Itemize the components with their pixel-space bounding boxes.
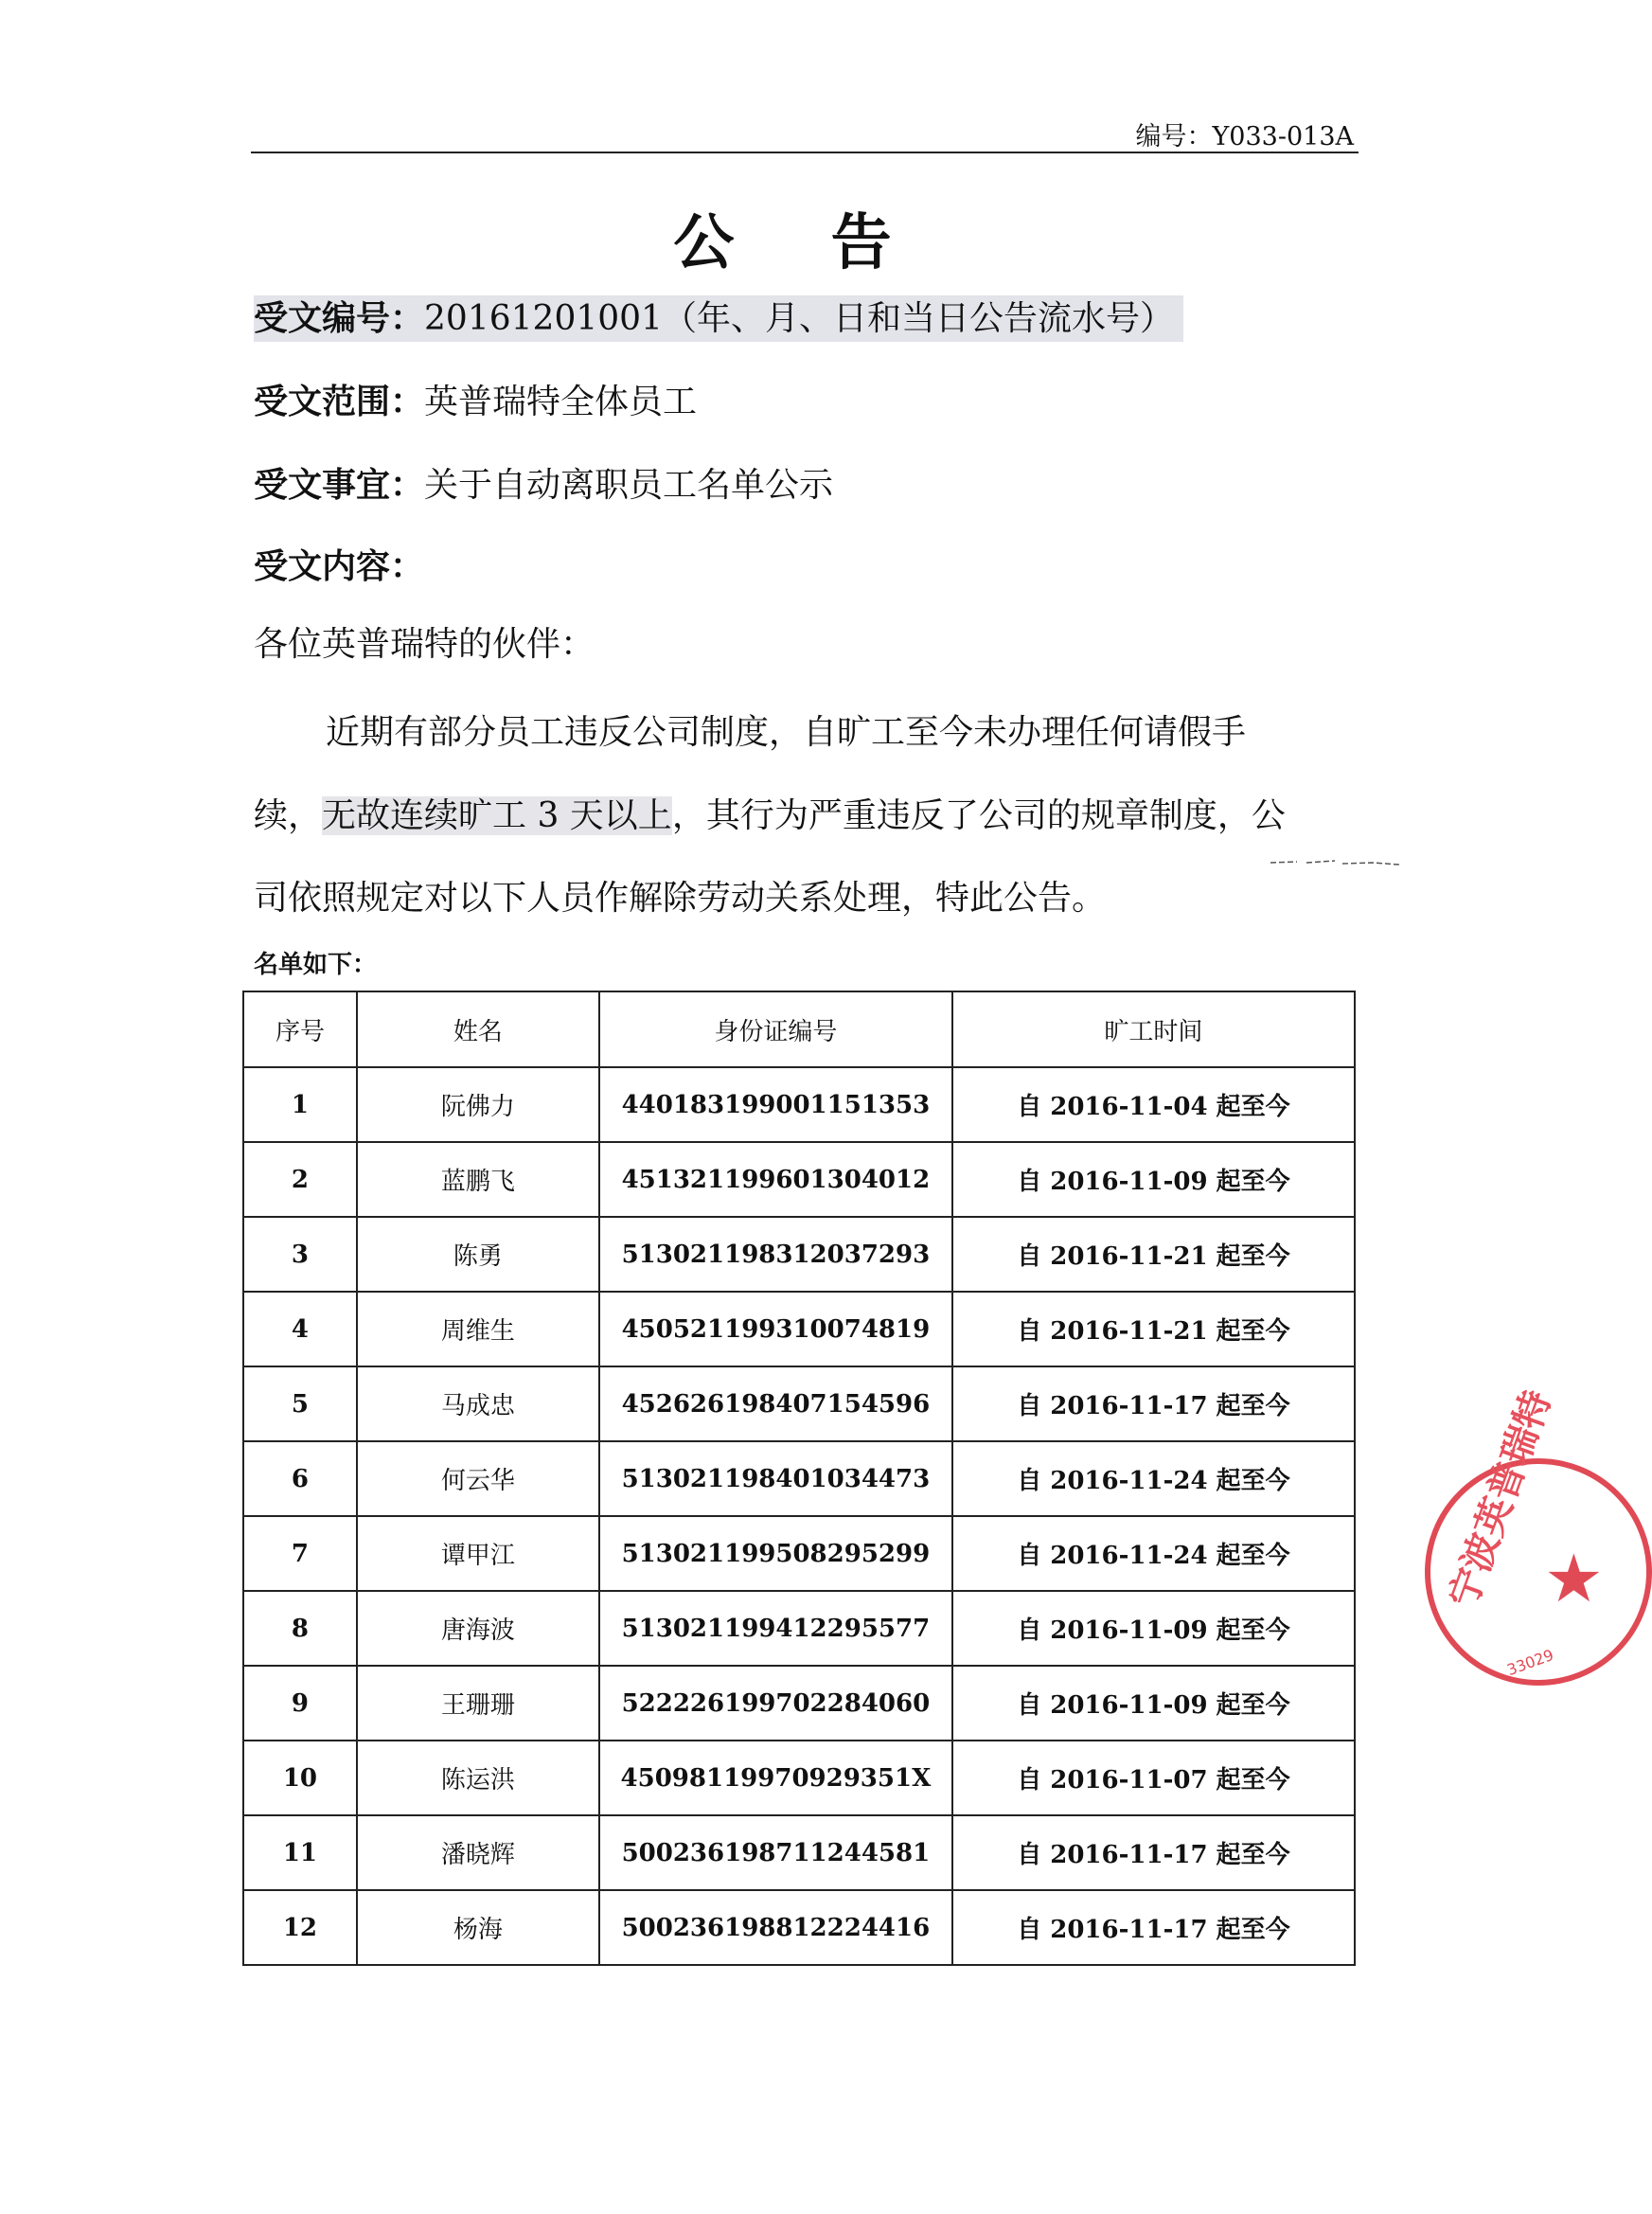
cell-name: 唐海波 xyxy=(357,1591,599,1666)
table-row xyxy=(243,1441,1355,1516)
doc-no-label: 受文编号： xyxy=(254,298,425,338)
doc-no-value: 20161201001（年、月、日和当日公告流水号） xyxy=(424,299,1174,338)
cell-name: 马成忠 xyxy=(357,1366,599,1441)
cell-index: 6 xyxy=(243,1441,357,1516)
cell-id-number: 513021198401034473 xyxy=(599,1441,952,1516)
table-row xyxy=(243,1591,1355,1666)
paragraph-line-1: 近期有部分员工违反公司制度，自旷工至今未办理任何请假手 xyxy=(326,713,1247,752)
cell-id-number: 500236198711244581 xyxy=(599,1815,952,1890)
header-name: 姓名 xyxy=(357,991,599,1067)
cell-absence-period: 自 2016-11-07 起至今 xyxy=(952,1741,1355,1815)
table-row xyxy=(243,1815,1355,1890)
cell-name: 蓝鹏飞 xyxy=(357,1142,599,1217)
paragraph-line-2-start: 续， xyxy=(254,796,323,835)
cell-name: 何云华 xyxy=(357,1441,599,1516)
table-row xyxy=(243,1516,1355,1591)
cell-absence-period: 自 2016-11-17 起至今 xyxy=(952,1815,1355,1890)
cell-name: 杨海 xyxy=(357,1890,599,1965)
matter-label: 受文事宜： xyxy=(254,465,425,505)
cell-name: 谭甲江 xyxy=(357,1516,599,1591)
cell-id-number: 513021199508295299 xyxy=(599,1516,952,1591)
cell-id-number: 513021199412295577 xyxy=(599,1591,952,1666)
cell-id-number: 45098119970929351X xyxy=(599,1741,952,1815)
cell-absence-period: 自 2016-11-17 起至今 xyxy=(952,1890,1355,1965)
doc-no-row xyxy=(254,292,1183,340)
paragraph-line-2-end: ，其行为严重违反了公司的规章制度，公 xyxy=(671,796,1286,835)
cell-absence-period: 自 2016-11-21 起至今 xyxy=(952,1217,1355,1292)
matter-value: 关于自动离职员工名单公示 xyxy=(424,466,834,505)
cell-name: 陈运洪 xyxy=(357,1741,599,1815)
cell-id-number: 513021198312037293 xyxy=(599,1217,952,1292)
doc-no-highlight xyxy=(254,295,1183,342)
cell-id-number: 452626198407154596 xyxy=(599,1366,952,1441)
content-row xyxy=(254,540,424,588)
header-index: 序号 xyxy=(243,991,357,1067)
table-row xyxy=(243,1741,1355,1815)
cell-name: 潘晓辉 xyxy=(357,1815,599,1890)
cell-id-number: 522226199702284060 xyxy=(599,1666,952,1741)
dismissal-table xyxy=(242,991,1356,1966)
header-id-number: 身份证编号 xyxy=(599,991,952,1067)
table-row xyxy=(243,1067,1355,1142)
cell-absence-period: 自 2016-11-24 起至今 xyxy=(952,1441,1355,1516)
table-header-row xyxy=(243,991,1355,1067)
cell-absence-period: 自 2016-11-04 起至今 xyxy=(952,1067,1355,1142)
greeting: 各位英普瑞特的伙伴： xyxy=(254,625,595,664)
cell-name: 陈勇 xyxy=(357,1217,599,1292)
document-number: 编号：Y033-013A xyxy=(1135,122,1354,152)
content-label: 受文内容： xyxy=(254,546,425,586)
cell-id-number: 500236198812224416 xyxy=(599,1890,952,1965)
cell-id-number: 450521199310074819 xyxy=(599,1292,952,1366)
cell-absence-period: 自 2016-11-09 起至今 xyxy=(952,1591,1355,1666)
paragraph-highlight: 无故连续旷工 3 天以上 xyxy=(322,796,672,835)
scope-label: 受文范围： xyxy=(254,382,425,421)
scope-row xyxy=(254,375,697,423)
table-row xyxy=(243,1890,1355,1965)
cell-id-number: 440183199001151353 xyxy=(599,1067,952,1142)
cell-absence-period: 自 2016-11-09 起至今 xyxy=(952,1142,1355,1217)
paragraph-line-3: 司依照规定对以下人员作解除劳动关系处理，特此公告。 xyxy=(254,879,1107,918)
cell-index: 11 xyxy=(243,1815,357,1890)
table-row xyxy=(243,1142,1355,1217)
matter-row xyxy=(254,458,833,507)
header-divider xyxy=(251,152,1359,153)
cell-name: 王珊珊 xyxy=(357,1666,599,1741)
cell-name: 周维生 xyxy=(357,1292,599,1366)
cell-absence-period: 自 2016-11-17 起至今 xyxy=(952,1366,1355,1441)
table-row xyxy=(243,1217,1355,1292)
cell-absence-period: 自 2016-11-21 起至今 xyxy=(952,1292,1355,1366)
seal-text: 宁波英普瑞特 xyxy=(1441,1384,1560,1614)
page-title: 公 告 xyxy=(673,207,930,278)
cell-absence-period: 自 2016-11-24 起至今 xyxy=(952,1516,1355,1591)
cell-index: 12 xyxy=(243,1890,357,1965)
cell-index: 5 xyxy=(243,1366,357,1441)
cell-id-number: 451321199601304012 xyxy=(599,1142,952,1217)
cell-index: 3 xyxy=(243,1217,357,1292)
company-seal xyxy=(1425,1384,1652,1686)
cell-absence-period: 自 2016-11-09 起至今 xyxy=(952,1666,1355,1741)
list-label: 名单如下： xyxy=(254,951,378,979)
paragraph-line-2 xyxy=(254,789,1357,837)
cell-index: 7 xyxy=(243,1516,357,1591)
seal-star-icon: ★ xyxy=(1544,1540,1604,1617)
cell-index: 2 xyxy=(243,1142,357,1217)
table-row xyxy=(243,1666,1355,1741)
cell-name: 阮佛力 xyxy=(357,1067,599,1142)
cell-index: 1 xyxy=(243,1067,357,1142)
pen-scribble xyxy=(1269,857,1401,868)
scope-value: 英普瑞特全体员工 xyxy=(424,383,698,421)
header-absence-period: 旷工时间 xyxy=(952,991,1355,1067)
cell-index: 10 xyxy=(243,1741,357,1815)
table-row xyxy=(243,1292,1355,1366)
seal-number: 33029 xyxy=(1504,1645,1556,1680)
cell-index: 4 xyxy=(243,1292,357,1366)
cell-index: 8 xyxy=(243,1591,357,1666)
table-row xyxy=(243,1366,1355,1441)
cell-index: 9 xyxy=(243,1666,357,1741)
